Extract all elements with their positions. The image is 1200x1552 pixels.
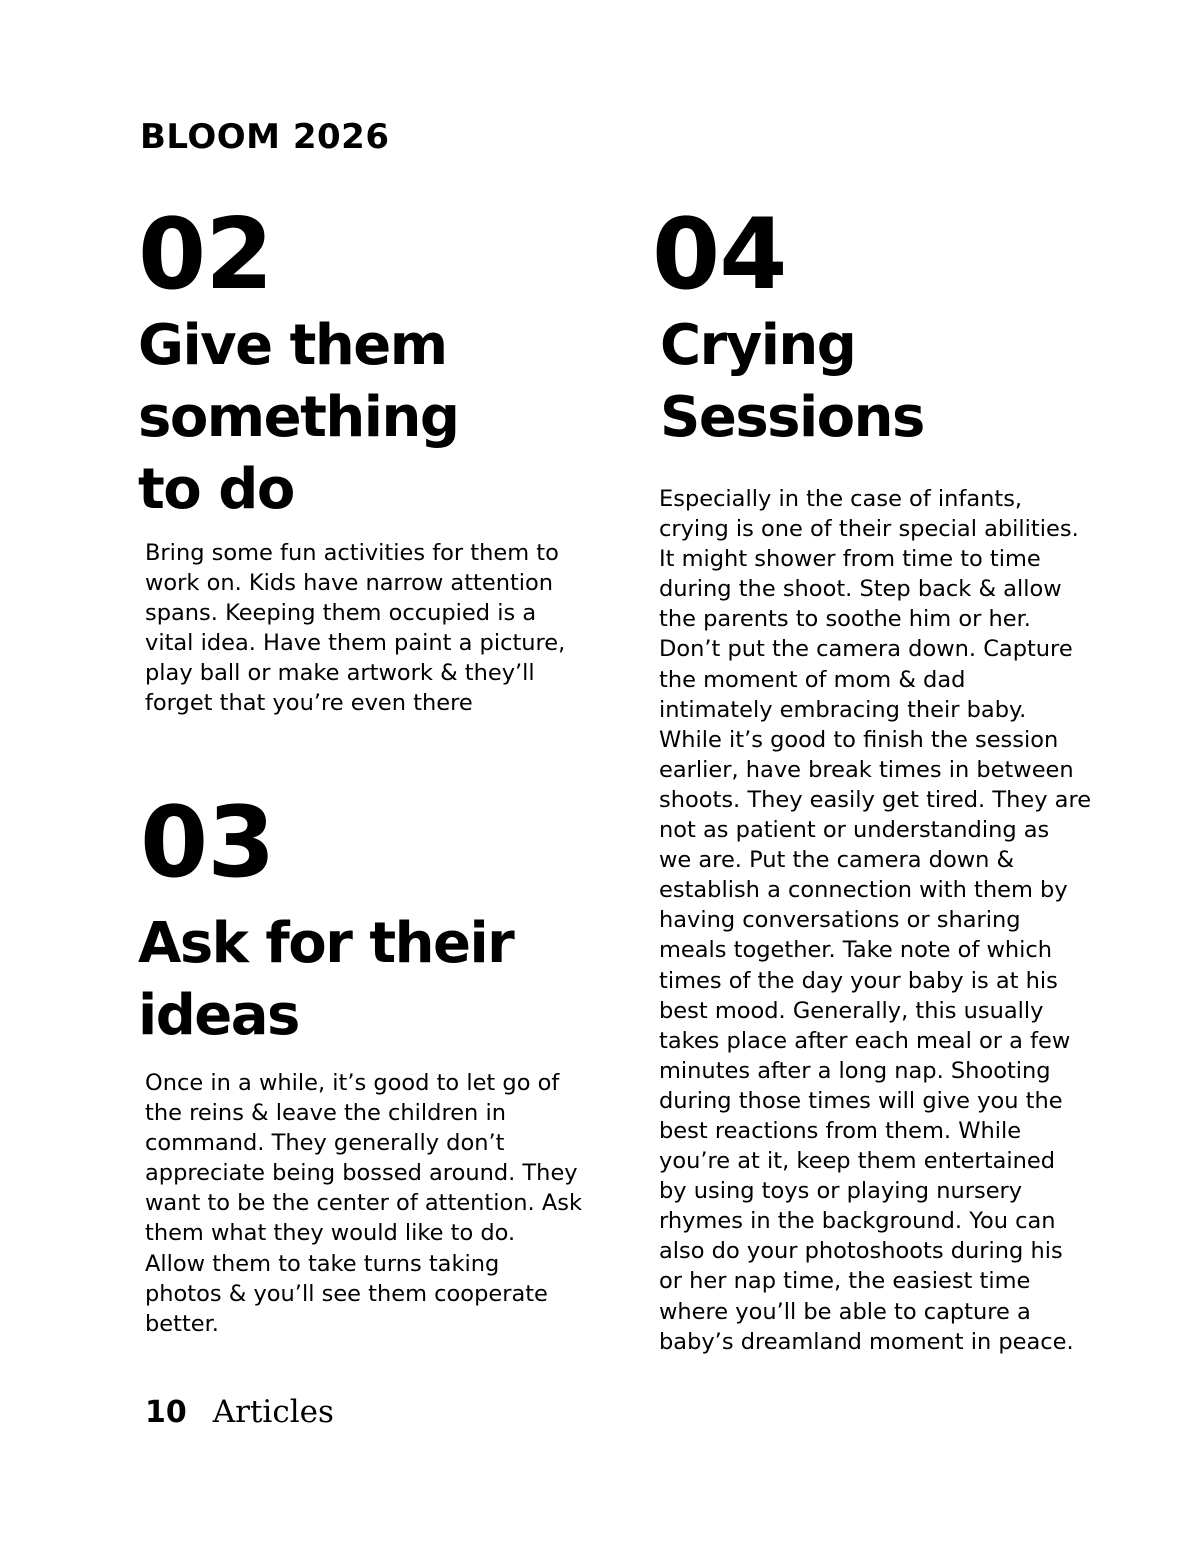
body-line: the reins & leave the children in <box>145 1100 506 1127</box>
section-number-03: 03 <box>140 786 275 900</box>
body-line: we are. Put the camera down & <box>659 847 1015 874</box>
heading-line: Ask for their <box>138 911 514 976</box>
body-line: the parents to soothe him or her. <box>659 606 1031 633</box>
body-line: or her nap time, the easiest time <box>659 1268 1031 1295</box>
body-line: minutes after a long nap. Shooting <box>659 1057 1051 1084</box>
body-line: command. They generally don’t <box>145 1130 505 1157</box>
magazine-title: BLOOM 2026 <box>140 117 390 157</box>
body-line: Once in a while, it’s good to let go of <box>145 1070 560 1096</box>
page-footer <box>145 1394 334 1430</box>
body-line: Allow them to take turns taking <box>145 1250 500 1277</box>
section-heading-04 <box>660 310 924 454</box>
body-line: the moment of mom & dad <box>659 666 966 693</box>
body-line: vital idea. Have them paint a picture, <box>145 630 566 657</box>
body-line: photos & you’ll see them cooperate <box>145 1280 548 1307</box>
body-line: baby’s dreamland moment in peace. <box>659 1328 1074 1355</box>
body-line: takes place after each meal or a few <box>659 1027 1071 1054</box>
heading-line: Sessions <box>660 385 924 450</box>
body-line: best mood. Generally, this usually <box>659 997 1044 1024</box>
body-line: rhymes in the background. You can <box>659 1208 1056 1235</box>
body-line: not as patient or understanding as <box>659 817 1050 844</box>
body-line: spans. Keeping them occupied is a <box>145 600 537 627</box>
body-line: appreciate being bossed around. They <box>145 1160 578 1187</box>
body-line: While it’s good to finish the session <box>659 726 1059 753</box>
section-body-03 <box>145 1068 582 1339</box>
body-line: Especially in the case of infants, <box>659 486 1023 512</box>
body-line: meals together. Take note of which <box>659 937 1053 964</box>
body-line: also do your photoshoots during his <box>659 1238 1063 1265</box>
body-line: play ball or make artwork & they’ll <box>145 660 535 687</box>
section-body-02 <box>145 538 565 719</box>
body-line: Bring some fun activities for them to <box>145 540 559 566</box>
body-line: want to be the center of attention. Ask <box>145 1190 582 1217</box>
body-line: during those times will give you the <box>659 1087 1063 1114</box>
body-line: having conversations or sharing <box>659 907 1021 934</box>
heading-line: to do <box>138 457 294 522</box>
body-line: times of the day your baby is at his <box>659 967 1058 994</box>
section-number-04: 04 <box>652 198 787 312</box>
body-line: crying is one of their special abilities. <box>659 516 1079 543</box>
section-heading-02 <box>138 310 458 526</box>
body-line: It might shower from time to time <box>659 546 1041 573</box>
body-line: best reactions from them. While <box>659 1117 1022 1144</box>
body-line: shoots. They easily get tired. They are <box>659 786 1092 813</box>
body-line: establish a connection with them by <box>659 877 1068 904</box>
section-body-04 <box>659 484 1091 1357</box>
page-number: 10 <box>145 1395 187 1430</box>
body-line: them what they would like to do. <box>145 1220 516 1247</box>
body-line: work on. Kids have narrow attention <box>145 570 554 597</box>
body-line: you’re at it, keep them entertained <box>659 1148 1055 1175</box>
section-number-02: 02 <box>138 198 273 312</box>
heading-line: Give them <box>138 313 447 378</box>
body-line: forget that you’re even there <box>145 690 473 717</box>
body-line: better. <box>145 1310 219 1337</box>
heading-line: ideas <box>138 983 299 1048</box>
section-label: Articles <box>212 1394 334 1430</box>
heading-line: something <box>138 385 459 450</box>
body-line: Don’t put the camera down. Capture <box>659 636 1073 663</box>
body-line: where you’ll be able to capture a <box>659 1298 1031 1325</box>
section-heading-03 <box>138 908 513 1052</box>
body-line: intimately embracing their baby. <box>659 696 1027 723</box>
body-line: by using toys or playing nursery <box>659 1178 1023 1205</box>
heading-line: Crying <box>660 313 856 378</box>
body-line: during the shoot. Step back & allow <box>659 576 1062 603</box>
body-line: earlier, have break times in between <box>659 756 1074 783</box>
